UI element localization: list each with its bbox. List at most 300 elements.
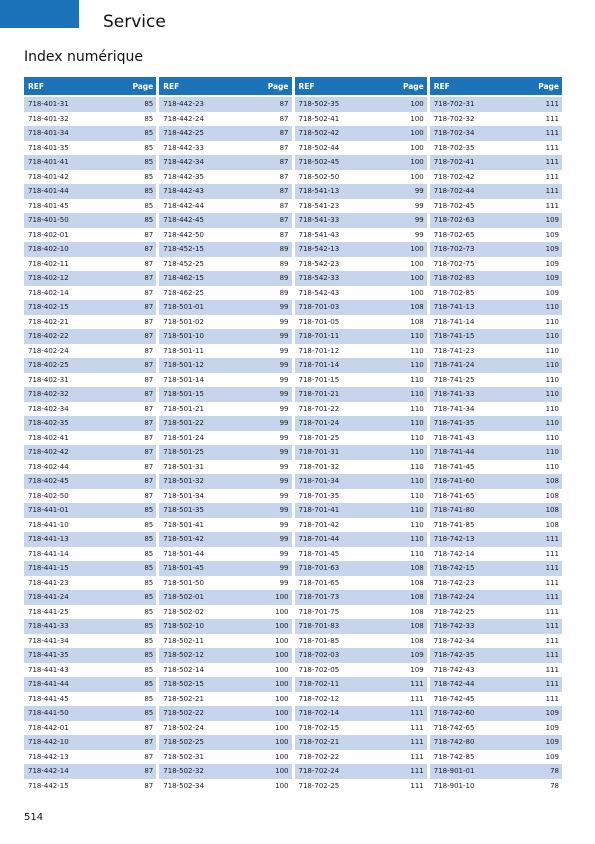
page-cell: 87 — [144, 723, 154, 732]
table-row — [295, 315, 427, 330]
header-ref: REF — [163, 81, 180, 91]
table-row — [430, 184, 562, 199]
ref-cell: 718-502-12 — [163, 651, 204, 660]
table-row — [159, 706, 291, 721]
ref-cell: 718-502-21 — [163, 694, 204, 703]
ref-cell: 718-741-45 — [433, 462, 475, 471]
ref-cell: 718-402-14 — [28, 288, 69, 297]
ref-cell: 718-741-44 — [433, 448, 475, 457]
page-cell: 99 — [279, 491, 289, 500]
ref-cell: 718-442-15 — [28, 781, 69, 790]
ref-cell: 718-501-42 — [163, 535, 204, 544]
page-cell: 100 — [410, 259, 424, 268]
page-cell: 108 — [545, 506, 559, 515]
page-cell: 111 — [545, 201, 559, 210]
page-cell: 89 — [279, 245, 289, 254]
page-cell: 85 — [144, 143, 154, 152]
page-cell: 87 — [279, 230, 289, 239]
ref-cell: 718-401-34 — [28, 129, 69, 138]
table-row — [295, 155, 427, 170]
page-cell: 111 — [545, 143, 559, 152]
ref-cell: 718-742-15 — [433, 564, 475, 573]
ref-cell: 718-502-02 — [163, 607, 204, 616]
table-row — [295, 242, 427, 257]
page-cell: 110 — [545, 375, 559, 384]
ref-cell: 718-441-50 — [28, 709, 69, 718]
ref-cell: 718-741-33 — [433, 390, 475, 399]
ref-cell: 718-701-41 — [298, 506, 340, 515]
table-row — [159, 329, 291, 344]
page-cell: 109 — [545, 709, 559, 718]
page-cell: 110 — [410, 332, 424, 341]
table-row — [430, 619, 562, 634]
page-cell: 108 — [545, 520, 559, 529]
table-row — [295, 706, 427, 721]
page-cell: 100 — [410, 100, 424, 109]
ref-cell: 718-501-14 — [163, 375, 204, 384]
table-row — [159, 358, 291, 373]
table-row — [159, 315, 291, 330]
page-cell: 100 — [275, 738, 289, 747]
page-number: 514 — [24, 812, 44, 823]
table-row — [295, 474, 427, 489]
table-row — [24, 721, 156, 736]
page-cell: 108 — [410, 607, 424, 616]
page-cell: 110 — [545, 317, 559, 326]
table-row — [430, 547, 562, 562]
ref-cell: 718-442-35 — [163, 172, 204, 181]
table-row — [24, 547, 156, 562]
table-row — [159, 619, 291, 634]
table-row — [159, 126, 291, 141]
ref-cell: 718-742-44 — [433, 680, 475, 689]
ref-cell: 718-702-12 — [298, 694, 340, 703]
page-cell: 110 — [410, 361, 424, 370]
table-row — [159, 431, 291, 446]
table-row — [159, 460, 291, 475]
page-cell: 110 — [545, 303, 559, 312]
page-cell: 110 — [410, 520, 424, 529]
table-row — [24, 445, 156, 460]
page-cell: 87 — [144, 781, 154, 790]
ref-cell: 718-502-11 — [163, 636, 204, 645]
page-cell: 110 — [410, 448, 424, 457]
table-row — [159, 242, 291, 257]
table-row — [430, 358, 562, 373]
page-cell: 110 — [545, 346, 559, 355]
ref-cell: 718-441-01 — [28, 506, 69, 515]
page-cell: 110 — [545, 462, 559, 471]
index-column — [159, 77, 291, 793]
page-cell: 100 — [275, 767, 289, 776]
ref-cell: 718-701-45 — [298, 549, 340, 558]
page-cell: 109 — [545, 259, 559, 268]
table-row — [295, 576, 427, 591]
ref-cell: 718-542-23 — [298, 259, 340, 268]
page-cell: 110 — [410, 549, 424, 558]
ref-cell: 718-401-35 — [28, 143, 69, 152]
ref-cell: 718-402-45 — [28, 477, 69, 486]
page-cell: 111 — [545, 158, 559, 167]
page-title: Index numérique — [24, 49, 144, 65]
table-row — [24, 750, 156, 765]
table-row — [159, 735, 291, 750]
ref-cell: 718-502-01 — [163, 593, 204, 602]
header-page: Page — [132, 81, 154, 91]
table-row — [430, 692, 562, 707]
ref-cell: 718-742-24 — [433, 593, 475, 602]
ref-cell: 718-541-43 — [298, 230, 340, 239]
page-cell: 85 — [144, 172, 154, 181]
page-cell: 87 — [279, 143, 289, 152]
page-cell: 99 — [414, 230, 424, 239]
table-row — [159, 750, 291, 765]
table-row — [24, 315, 156, 330]
ref-cell: 718-401-45 — [28, 201, 69, 210]
ref-cell: 718-742-35 — [433, 651, 475, 660]
page-cell: 110 — [410, 390, 424, 399]
page-cell: 87 — [144, 375, 154, 384]
header-ref: REF — [28, 81, 45, 91]
page-cell: 85 — [144, 535, 154, 544]
ref-cell: 718-542-33 — [298, 274, 340, 283]
table-row — [159, 576, 291, 591]
table-row — [430, 286, 562, 301]
ref-cell: 718-501-41 — [163, 520, 204, 529]
table-row — [295, 735, 427, 750]
table-row — [24, 764, 156, 779]
ref-cell: 718-701-31 — [298, 448, 340, 457]
ref-cell: 718-502-45 — [298, 158, 340, 167]
ref-cell: 718-701-42 — [298, 520, 340, 529]
page-cell: 85 — [144, 549, 154, 558]
table-row — [159, 561, 291, 576]
table-row — [159, 373, 291, 388]
table-row — [24, 112, 156, 127]
page-cell: 99 — [279, 462, 289, 471]
page-cell: 99 — [279, 332, 289, 341]
table-row — [295, 721, 427, 736]
table-row — [295, 547, 427, 562]
ref-cell: 718-701-03 — [298, 303, 340, 312]
ref-cell: 718-442-10 — [28, 738, 69, 747]
ref-cell: 718-741-24 — [433, 361, 475, 370]
table-row — [24, 663, 156, 678]
ref-cell: 718-742-13 — [433, 535, 475, 544]
page-cell: 111 — [410, 709, 424, 718]
table-row — [295, 445, 427, 460]
page-cell: 89 — [279, 288, 289, 297]
ref-cell: 718-501-32 — [163, 477, 204, 486]
ref-cell: 718-402-41 — [28, 433, 69, 442]
ref-cell: 718-701-34 — [298, 477, 340, 486]
table-row — [430, 344, 562, 359]
ref-cell: 718-442-45 — [163, 216, 204, 225]
ref-cell: 718-702-21 — [298, 738, 340, 747]
ref-cell: 718-701-15 — [298, 375, 340, 384]
page-cell: 100 — [410, 288, 424, 297]
table-row — [159, 300, 291, 315]
table-row — [430, 779, 562, 794]
page-cell: 99 — [279, 506, 289, 515]
ref-cell: 718-701-35 — [298, 491, 340, 500]
table-row — [430, 228, 562, 243]
ref-cell: 718-501-45 — [163, 564, 204, 573]
table-row — [159, 112, 291, 127]
page-cell: 85 — [144, 694, 154, 703]
table-row — [24, 677, 156, 692]
page-cell: 111 — [545, 607, 559, 616]
ref-cell: 718-702-24 — [298, 767, 340, 776]
page-cell: 87 — [144, 317, 154, 326]
table-row — [159, 387, 291, 402]
page-cell: 85 — [144, 158, 154, 167]
ref-cell: 718-702-75 — [433, 259, 475, 268]
ref-cell: 718-741-34 — [433, 404, 475, 413]
table-row — [430, 576, 562, 591]
page-cell: 99 — [279, 520, 289, 529]
ref-cell: 718-502-25 — [163, 738, 204, 747]
page-cell: 87 — [144, 419, 154, 428]
page-cell: 100 — [275, 651, 289, 660]
page-cell: 99 — [279, 361, 289, 370]
page-cell: 87 — [144, 274, 154, 283]
table-row — [159, 605, 291, 620]
table-row — [24, 576, 156, 591]
ref-cell: 718-701-32 — [298, 462, 340, 471]
ref-cell: 718-502-50 — [298, 172, 340, 181]
ref-cell: 718-542-13 — [298, 245, 340, 254]
table-row — [159, 648, 291, 663]
table-row — [24, 460, 156, 475]
page-cell: 111 — [545, 651, 559, 660]
ref-cell: 718-741-14 — [433, 317, 475, 326]
page-cell: 111 — [410, 723, 424, 732]
page-cell: 85 — [144, 520, 154, 529]
ref-cell: 718-501-25 — [163, 448, 204, 457]
table-row — [430, 271, 562, 286]
ref-cell: 718-741-13 — [433, 303, 475, 312]
table-row — [159, 155, 291, 170]
page-cell: 100 — [275, 694, 289, 703]
page-cell: 108 — [545, 477, 559, 486]
ref-cell: 718-501-34 — [163, 491, 204, 500]
ref-cell: 718-442-01 — [28, 723, 69, 732]
table-row — [295, 416, 427, 431]
page-cell: 111 — [410, 767, 424, 776]
page-cell: 108 — [410, 564, 424, 573]
ref-cell: 718-441-24 — [28, 593, 69, 602]
ref-cell: 718-402-01 — [28, 230, 69, 239]
page-cell: 87 — [279, 114, 289, 123]
ref-cell: 718-702-05 — [298, 665, 340, 674]
page-cell: 111 — [545, 578, 559, 587]
table-row — [159, 184, 291, 199]
ref-cell: 718-701-12 — [298, 346, 340, 355]
page-cell: 85 — [144, 114, 154, 123]
page-cell: 85 — [144, 564, 154, 573]
table-header — [430, 77, 562, 95]
table-row — [295, 112, 427, 127]
table-row — [24, 344, 156, 359]
ref-cell: 718-702-34 — [433, 129, 475, 138]
page-cell: 100 — [410, 114, 424, 123]
table-row — [24, 431, 156, 446]
page-cell: 87 — [144, 346, 154, 355]
table-row — [295, 634, 427, 649]
table-row — [24, 474, 156, 489]
table-row — [159, 445, 291, 460]
table-row — [430, 126, 562, 141]
page-cell: 89 — [279, 259, 289, 268]
ref-cell: 718-702-35 — [433, 143, 475, 152]
page-cell: 85 — [144, 636, 154, 645]
ref-cell: 718-501-22 — [163, 419, 204, 428]
table-row — [295, 387, 427, 402]
table-row — [295, 663, 427, 678]
header-ref: REF — [298, 81, 315, 91]
table-row — [159, 416, 291, 431]
page-cell: 100 — [410, 158, 424, 167]
page-cell: 87 — [144, 738, 154, 747]
ref-cell: 718-402-42 — [28, 448, 69, 457]
ref-cell: 718-741-23 — [433, 346, 475, 355]
ref-cell: 718-442-23 — [163, 100, 204, 109]
table-row — [430, 416, 562, 431]
ref-cell: 718-701-65 — [298, 578, 340, 587]
page-cell: 87 — [144, 491, 154, 500]
page-cell: 99 — [279, 404, 289, 413]
table-row — [159, 532, 291, 547]
header-ref: REF — [433, 81, 450, 91]
table-row — [24, 97, 156, 112]
page-cell: 87 — [144, 477, 154, 486]
table-row — [430, 460, 562, 475]
table-row — [295, 329, 427, 344]
section-color-tab — [0, 0, 79, 28]
ref-cell: 718-741-35 — [433, 419, 475, 428]
page-cell: 87 — [279, 100, 289, 109]
page-cell: 100 — [275, 665, 289, 674]
page-cell: 78 — [550, 781, 559, 790]
page-cell: 99 — [414, 216, 424, 225]
ref-cell: 718-442-50 — [163, 230, 204, 239]
index-column — [430, 77, 562, 793]
table-row — [430, 474, 562, 489]
ref-cell: 718-462-25 — [163, 288, 204, 297]
ref-cell: 718-702-85 — [433, 288, 475, 297]
ref-cell: 718-501-10 — [163, 332, 204, 341]
ref-cell: 718-442-24 — [163, 114, 204, 123]
ref-cell: 718-402-24 — [28, 346, 69, 355]
page-cell: 100 — [275, 723, 289, 732]
page-cell: 100 — [410, 143, 424, 152]
ref-cell: 718-701-22 — [298, 404, 340, 413]
table-row — [295, 271, 427, 286]
page-cell: 110 — [545, 361, 559, 370]
ref-cell: 718-741-15 — [433, 332, 475, 341]
page-cell: 111 — [545, 100, 559, 109]
table-row — [24, 387, 156, 402]
page-cell: 87 — [144, 303, 154, 312]
ref-cell: 718-442-14 — [28, 767, 69, 776]
table-row — [430, 387, 562, 402]
table-row — [24, 619, 156, 634]
table-row — [295, 764, 427, 779]
table-row — [24, 634, 156, 649]
ref-cell: 718-702-73 — [433, 245, 475, 254]
page-cell: 111 — [545, 593, 559, 602]
ref-cell: 718-442-34 — [163, 158, 204, 167]
page-cell: 87 — [144, 259, 154, 268]
ref-cell: 718-702-44 — [433, 187, 475, 196]
table-row — [295, 431, 427, 446]
page-cell: 100 — [275, 622, 289, 631]
page-cell: 111 — [545, 129, 559, 138]
ref-cell: 718-501-02 — [163, 317, 204, 326]
page-cell: 110 — [410, 433, 424, 442]
ref-cell: 718-741-80 — [433, 506, 475, 515]
page-cell: 111 — [545, 187, 559, 196]
page-cell: 87 — [279, 201, 289, 210]
table-row — [430, 445, 562, 460]
table-row — [295, 373, 427, 388]
ref-cell: 718-501-35 — [163, 506, 204, 515]
table-row — [159, 503, 291, 518]
table-row — [24, 170, 156, 185]
ref-cell: 718-702-65 — [433, 230, 475, 239]
ref-cell: 718-702-14 — [298, 709, 340, 718]
page-cell: 110 — [410, 477, 424, 486]
table-row — [159, 721, 291, 736]
page-cell: 87 — [144, 230, 154, 239]
ref-cell: 718-442-44 — [163, 201, 204, 210]
table-row — [295, 228, 427, 243]
table-row — [430, 518, 562, 533]
page-cell: 110 — [545, 448, 559, 457]
index-table — [24, 77, 562, 793]
table-row — [24, 532, 156, 547]
table-row — [159, 199, 291, 214]
page-cell: 99 — [279, 448, 289, 457]
page-cell: 87 — [144, 462, 154, 471]
page-cell: 109 — [545, 230, 559, 239]
page-cell: 111 — [410, 738, 424, 747]
table-row — [159, 286, 291, 301]
page-cell: 111 — [410, 680, 424, 689]
ref-cell: 718-501-24 — [163, 433, 204, 442]
table-row — [159, 271, 291, 286]
ref-cell: 718-502-34 — [163, 781, 204, 790]
page-cell: 109 — [545, 752, 559, 761]
page-cell: 85 — [144, 593, 154, 602]
table-row — [430, 141, 562, 156]
table-row — [295, 779, 427, 794]
page-cell: 110 — [545, 332, 559, 341]
table-row — [295, 532, 427, 547]
page-cell: 110 — [545, 390, 559, 399]
header-page: Page — [267, 81, 289, 91]
page-cell: 87 — [279, 216, 289, 225]
table-row — [295, 489, 427, 504]
page-cell: 100 — [410, 129, 424, 138]
ref-cell: 718-502-15 — [163, 680, 204, 689]
table-header — [295, 77, 427, 95]
table-row — [295, 199, 427, 214]
table-row — [24, 199, 156, 214]
table-row — [430, 590, 562, 605]
page-cell: 99 — [279, 317, 289, 326]
